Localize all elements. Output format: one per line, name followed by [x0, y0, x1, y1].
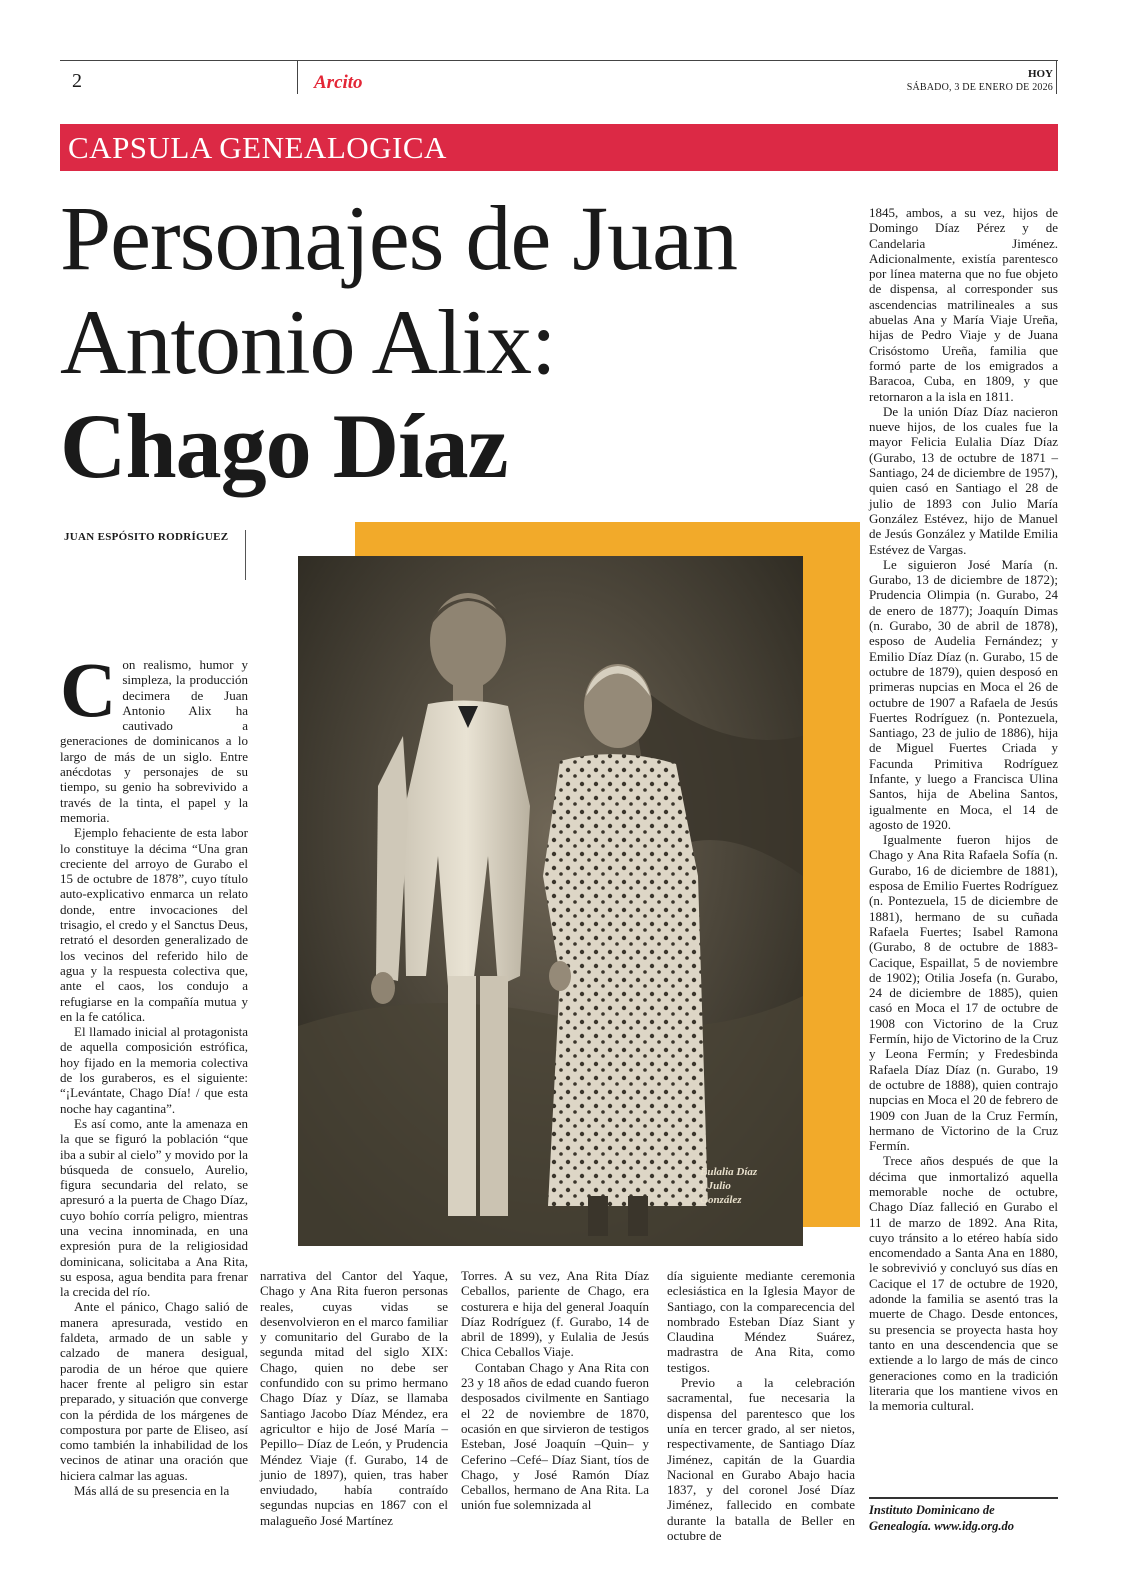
article-paragraph: Le siguieron José María (n. Gurabo, 13 de diciembre de 1872); Prudencia Olimpia (n. Gurabo, 24 de enero de 1877); Joaquín Dimas (n. Gurabo, 30 de abril de 1878), esposo de Audelia Fernández; y Emilio Díaz Díaz (n. Gurabo, 15 de octubre de 1879), quien desposó en primeras nupcias en Moca el 26 de octubre de 1907 a Rafaela de Jesús Fuertes Rodríguez (n. Pontezuela, Santiago, 23 de julio de 1886), hija de Miguel Fuertes Criada y Facunda Primitiva Rodríguez Infante, y luego a Francisca Ulina Santos, hija de Abelina Santos, igualmente en Moca, el 14 de agosto de 1920. [869, 556, 1058, 832]
article-paragraph: Ante el pánico, Chago salió de manera apresurada, vestido en faldeta, armado de un sable y calzado de manera desigual, parodia de un héroe que quiere hacer frente al peligro sin estar preparado, y situación que converge con la pérdida de los márgenes de compostura por parte de Eliseo, así como también la inhabilidad de los vecinos de atinar una oración que hiciera calmar las aguas. [60, 1299, 248, 1483]
page-number: 2 [72, 70, 82, 92]
header-divider [297, 60, 298, 94]
article-column-1 [60, 646, 248, 1499]
article-credit: Instituto Dominicano de Genealogía. www.idg.org.do [869, 1503, 1015, 1533]
historic-photo [298, 556, 803, 1246]
credit-rule [869, 1497, 1058, 1499]
article-column-2 [260, 1268, 448, 1528]
article-paragraph: Más allá de su presencia en la [74, 1483, 230, 1499]
article-paragraph: Con realismo, humor y simpleza, la producción decimera de Juan Antonio Alix ha cautivado a generaciones de dominicanos a lo largo de más de un siglo. Entre anécdotas y personajes de su tiempo, su genio ha sobrevivido a través de la tinta, el papel y la memoria. [60, 646, 248, 825]
headline-line-2: Antonio Alix: [60, 291, 556, 393]
article-paragraph: De la unión Díaz Díaz nacieron nueve hijos, de los cuales fue la mayor Felicia Eulalia Díaz Díaz (Gurabo, 13 de octubre de 1871 – Santiago, 24 de diciembre de 1957), quien casó en Santiago el 28 de julio de 1893 con Julio María González Estévez, hijo de Manuel de Jesús González y Matilde Emilia Estévez de Vargas. [869, 403, 1058, 557]
photo-caption-line-3: González [700, 1194, 742, 1206]
headline-line-1: Personajes de Juan [60, 187, 737, 289]
byline-rule [245, 530, 246, 580]
article-column-5 [869, 205, 1058, 1413]
headline-line-3: Chago Díaz [60, 395, 508, 497]
article-paragraph: narrativa del Cantor del Yaque, Chago y Ana Rita fueron personas reales, cuyas vidas se desenvolvieron en el marco familiar y comunitario del Gurabo de la segunda mitad del siglo XIX: Chago, quien no debe ser confundido con su primo hermano Chago Díaz y Díaz, se llamaba Santiago Jacobo Díaz Méndez, era agricultor e hijo de José María –Pepillo– Díaz de León, y Prudencia Méndez Viaje (f. Gurabo, 14 de junio de 1897), quien, tras haber enviudado, había contraído segundas nupcias en 1867 con el malagueño José Martínez [260, 1268, 448, 1528]
section-banner-label: CAPSULA GENEALOGICA [68, 130, 447, 165]
drop-cap: C [60, 646, 117, 733]
section-name: Arcito [314, 72, 363, 93]
article-column-3 [461, 1268, 649, 1513]
article-paragraph: Es así como, ante la amenaza en la que se figuró la población “que iba a subir al cielo” y movido por la búsqueda de consuelo, Aurelio, figura secundaria del relato, se apresuró a la puerta de Chago Díaz, cuyo bohío corría peligro, mientras una vecina innominada, en una expresión pura de la religiosidad dominicana, solicitaba a Ana Rita, su esposa, agua bendita para frenar la crecida del río. [60, 1115, 248, 1300]
photo-illustration [298, 556, 803, 1246]
photo-caption-line-1: Eulalia Díaz [700, 1166, 758, 1178]
header-divider-right [1056, 60, 1057, 94]
newspaper-name: HOY [1027, 68, 1053, 80]
issue-date: SÁBADO, 3 DE ENERO DE 2026 [906, 82, 1053, 93]
article-paragraph: Previo a la celebración sacramental, fue necesaria la dispensa del parentesco que los unía en tercer grado, al ser nietos, respectivamente, de Santiago Díaz Jiménez, capitán de la Guardia Nacional en Gurabo Abajo hacia 1837, y del coronel José Díaz Jiménez, fallecido en combate durante la batalla de Beller en octubre de [667, 1375, 855, 1544]
article-paragraph: El llamado inicial al protagonista de aquella composición estrófica, hoy fijado en la memoria colectiva de los guraberos, es el siguiente: “¡Levántate, Chago Día! / que esta noche hay cagantina”. [60, 1024, 248, 1116]
photo-caption [700, 1165, 780, 1207]
article-paragraph: Contaban Chago y Ana Rita con 23 y 18 años de edad cuando fueron desposados civilmente en Santiago el 22 de noviembre de 1870, ocasión en que sirvieron de testigos Esteban, José Joaquín –Quin– y Ceferino –Cefé– Díaz Siant, tíos de Chago, y José Ramón Díaz Ceballos, hermano de Ana Rita. La unión fue solemnizada al [461, 1359, 649, 1513]
article-paragraph: día siguiente mediante ceremonia eclesiástica en la Iglesia Mayor de Santiago, con la comparecencia del nombrado Esteban Díaz Siant y Claudina Méndez Suárez, madrastra de Ana Rita, como testigos. [667, 1268, 855, 1375]
article-paragraph: Ejemplo fehaciente de esta labor lo constituye la décima “Una gran creciente del arroyo de Gurabo el 15 de octubre de 1878”, cuyo título auto-explicativo enmarca un relato donde, entre invocaciones del trisagio, el credo y el Sanctus Deus, retrató el desorden generalizado de los vecinos del referido hilo de agua y la respuesta colectiva que, ante el caos, los condujo a refugiarse en la compañía mutua y en la fe católica. [60, 825, 248, 1024]
photo-caption-line-2: y Julio [700, 1180, 731, 1192]
article-paragraph: 1845, ambos, a su vez, hijos de Domingo Díaz Pérez y de Candelaria Jiménez. Adicionalmente, existía parentesco por línea materna que no fue objeto de dispensa, al corresponder sus ascendencias matrilineales a sus abuelas Ana y María Viaje Ureña, hijas de Pedro Viaje y de Juana Crisóstomo Ureña, familia que formó parte de los emigrados a Baracoa, Cuba, en 1809, y que retornaron a la isla en 1811. [869, 205, 1058, 404]
article-paragraph: Torres. A su vez, Ana Rita Díaz Ceballos, pariente de Chago, era costurera e hija del general Joaquín Díaz Rodríguez (f. Gurabo, 14 de abril de 1899), y Eulalia de Jesús Chica Ceballos Viaje. [461, 1268, 649, 1360]
article-paragraph: Trece años después de que la décima que inmortalizó aquella memorable noche de octubre, Chago Díaz falleció en Gurabo el 11 de marzo de 1892. Ana Rita, cuyo tránsito a lo etéreo había sido encomendado a Santa Ana en 1880, le sobrevivió y concluyó sus días en Cacique el 17 de octubre de 1920, adonde la familia se asentó tras la muerte de Chago. Desde entonces, su presencia se proyecta hasta hoy tanto en una descendencia que se extiende a lo largo de más de cinco generaciones como en la tradición literaria que los mantiene vivos en la memoria cultural. [869, 1153, 1058, 1414]
byline: JUAN ESPÓSITO RODRÍGUEZ [64, 531, 229, 543]
article-paragraph: Igualmente fueron hijos de Chago y Ana Rita Rafaela Sofía (n. Gurabo, 16 de diciembre de 1881), esposa de Emilio Fuertes Rodríguez (n. Pontezuela, 15 de diciembre de 1881), hermano de su cuñada Rafaela Fuertes; Isabel Ramona (Gurabo, 8 de octubre de 1883-Cacique, Espaillat, 5 de noviembre de 1902); Otilia Josefa (n. Gurabo, 24 de diciembre de 1885), quien casó en Moca el 17 de octubre de 1908 con Victorino de la Cruz Fermín, hijo de Victorino de la Cruz y Leona Fermín; y Fredesbinda Rafaela Díaz Díaz (n. Gurabo, 19 de octubre de 1888), quien contrajo nupcias en Moca el 20 de febrero de 1909 con Juan de la Cruz Fermín, hermano de Victorino de la Cruz Fermín. [869, 832, 1058, 1154]
article-column-4 [667, 1268, 855, 1543]
header-rule-top [60, 60, 1058, 61]
